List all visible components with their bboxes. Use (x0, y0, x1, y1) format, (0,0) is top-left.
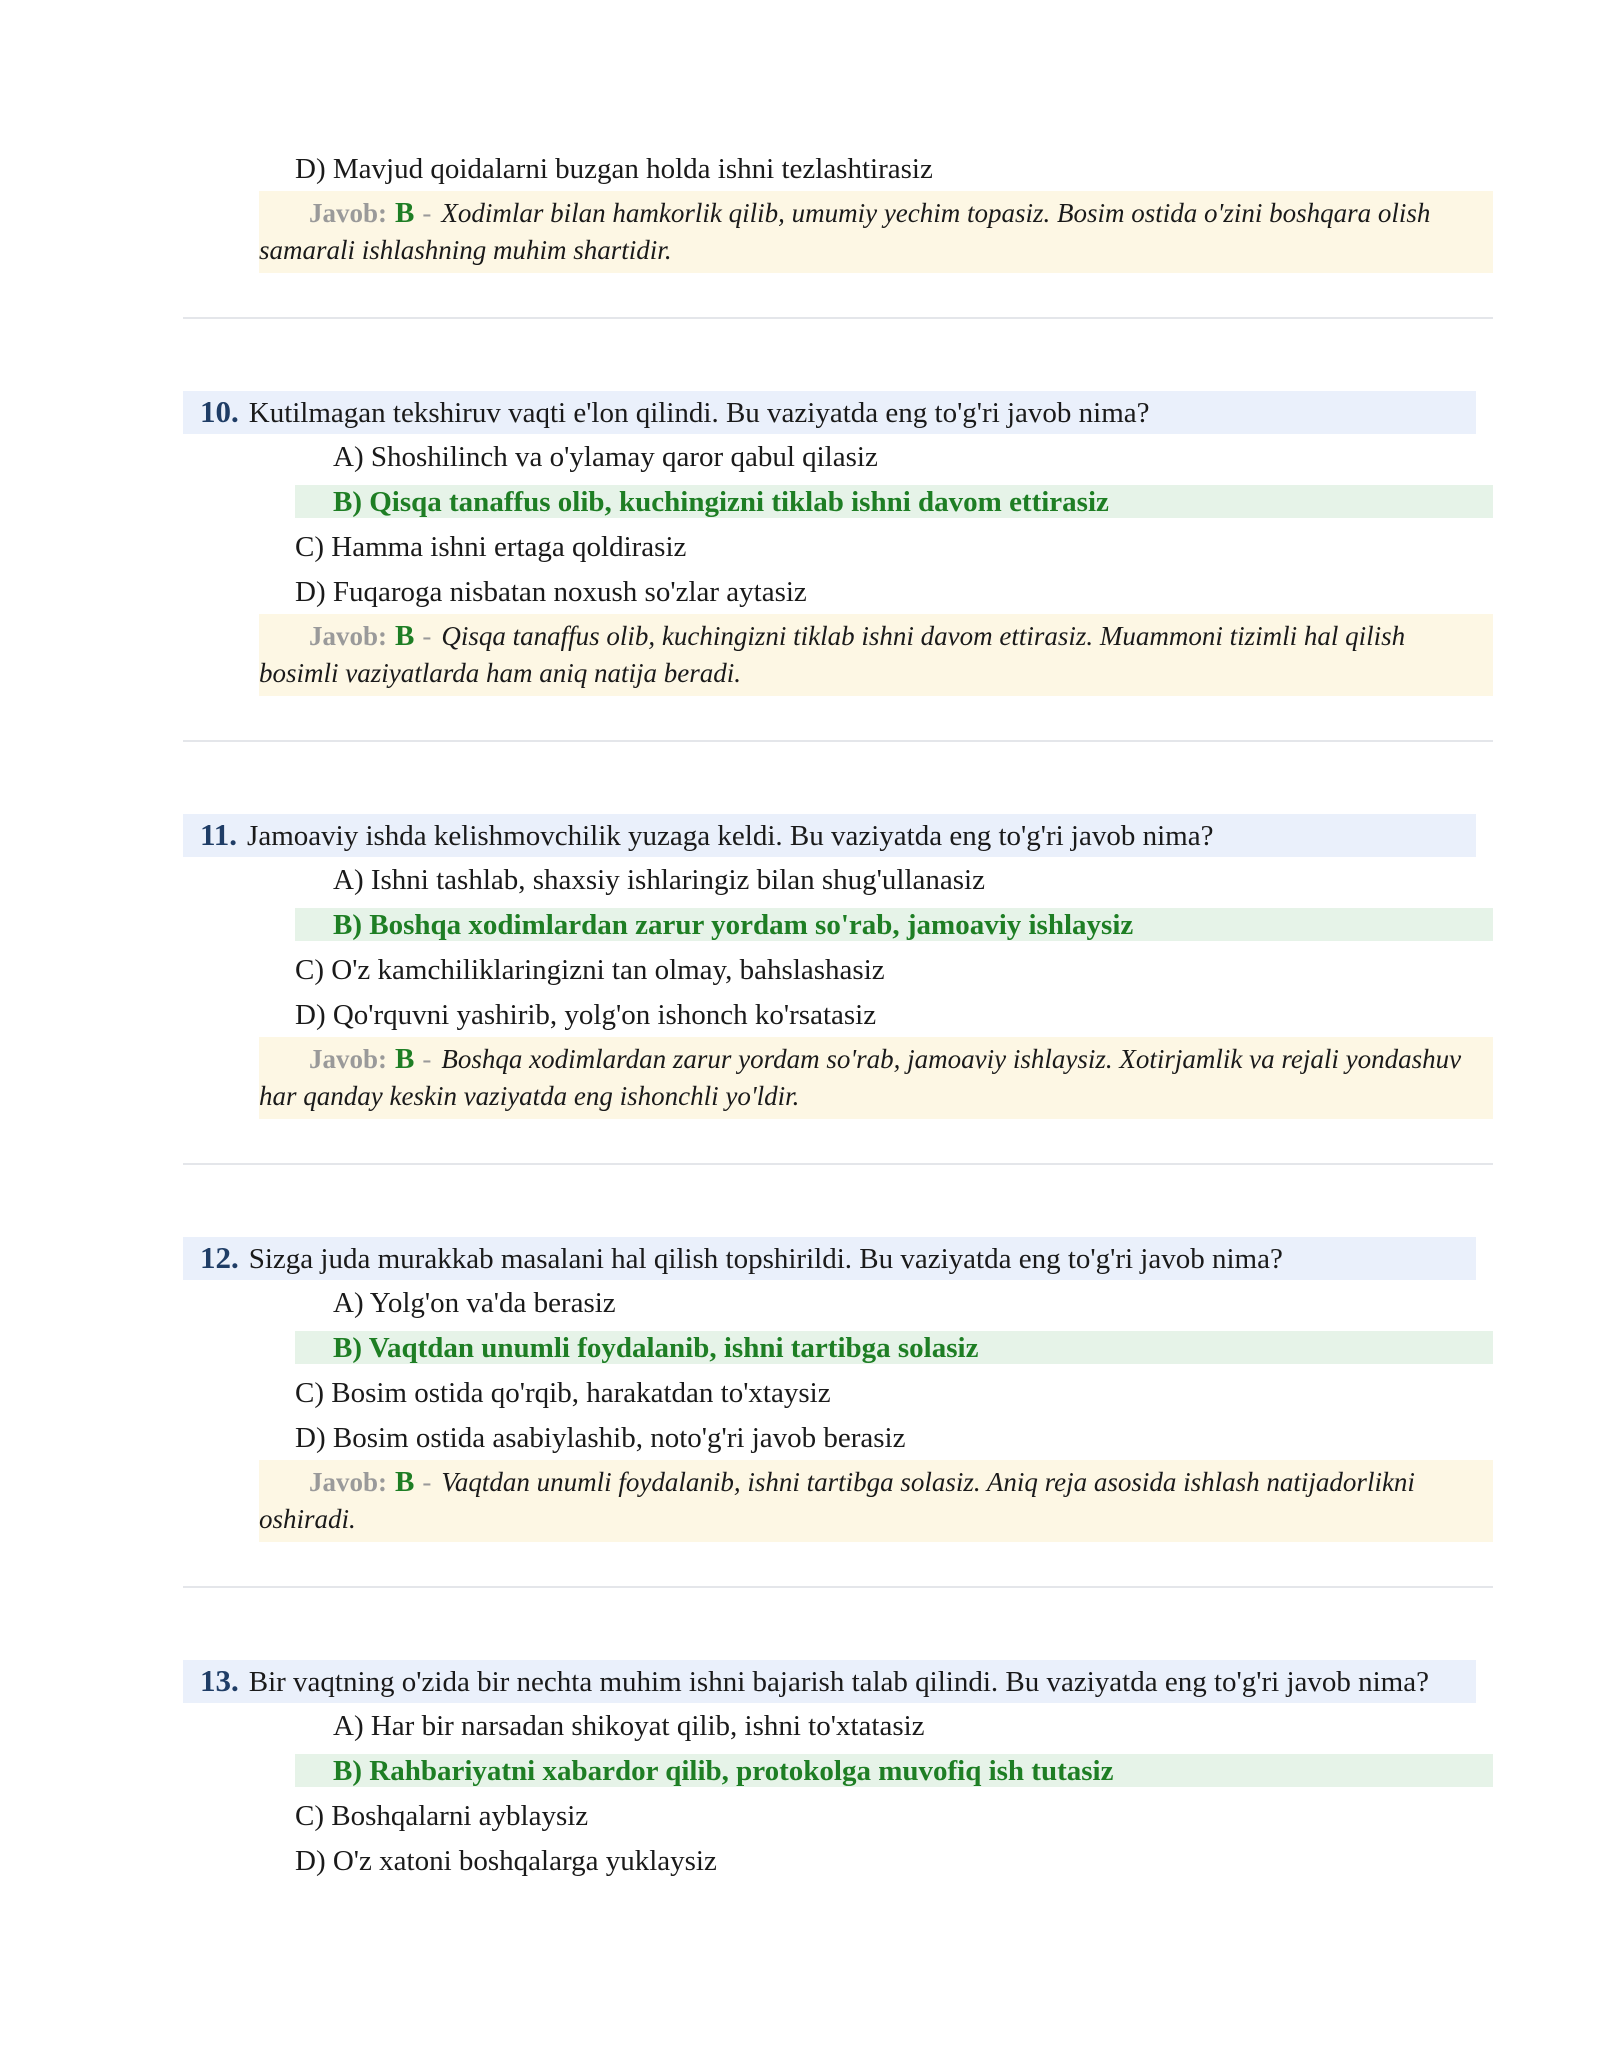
option-c: C) Boshqalarni ayblaysiz (295, 1799, 589, 1832)
question-divider (183, 1586, 1493, 1588)
option-a: A) Har bir narsadan shikoyat qilib, ishni to'xtatasiz (333, 1709, 925, 1742)
answer-letter: B (395, 197, 415, 229)
answer-text: Vaqtdan unumli foydalanib, ishni tartibga solasiz. Aniq reja asosida ishlash natijadorlikni oshiradi. (259, 1467, 1415, 1534)
question-heading (183, 1660, 1476, 1703)
answer-label: Javob: (309, 621, 388, 651)
question-heading (183, 1237, 1476, 1280)
question-text: Kutilmagan tekshiruv vaqti e'lon qilindi. Bu vaziyatda eng to'g'ri javob nima? (248, 397, 1150, 429)
option-c: C) O'z kamchiliklaringizni tan olmay, bahslashasiz (295, 953, 885, 986)
question-text: Sizga juda murakkab masalani hal qilish topshirildi. Bu vaziyatda eng to'g'ri javob nima? (248, 1243, 1283, 1275)
answer-explanation (259, 1460, 1493, 1542)
question-divider (183, 1163, 1493, 1165)
answer-dash: - (422, 1044, 432, 1074)
answer-explanation (259, 191, 1493, 273)
question-divider (183, 740, 1493, 742)
option-a: A) Yolg'on va'da berasiz (333, 1286, 616, 1319)
option-b-correct: B) Boshqa xodimlardan zarur yordam so'rab, jamoaviy ishlaysiz (295, 908, 1493, 941)
option-b-correct: B) Rahbariyatni xabardor qilib, protokolga muvofiq ish tutasiz (295, 1754, 1493, 1787)
answer-label: Javob: (309, 1467, 388, 1497)
answer-dash: - (422, 198, 432, 228)
question-number: 12. (200, 1240, 239, 1275)
option-a: A) Ishni tashlab, shaxsiy ishlaringiz bilan shug'ullanasiz (333, 863, 985, 896)
answer-letter: B (395, 1466, 415, 1498)
option-c: C) Bosim ostida qo'rqib, harakatdan to'xtaysiz (295, 1376, 831, 1409)
option-d: D) O'z xatoni boshqalarga yuklaysiz (295, 1844, 717, 1877)
answer-explanation (259, 614, 1493, 696)
answer-letter: B (395, 620, 415, 652)
option-c: C) Hamma ishni ertaga qoldirasiz (295, 530, 687, 563)
answer-text: Xodimlar bilan hamkorlik qilib, umumiy yechim topasiz. Bosim ostida o'zini boshqara olish samarali ishlashning muhim shartidir. (259, 198, 1431, 265)
quiz-content (183, 146, 1493, 1883)
answer-dash: - (422, 1467, 432, 1497)
question-text: Bir vaqtning o'zida bir nechta muhim ishni bajarish talab qilindi. Bu vaziyatda eng to'g'ri javob nima? (248, 1666, 1429, 1698)
option-d: D) Qo'rquvni yashirib, yolg'on ishonch ko'rsatasiz (295, 998, 877, 1031)
answer-dash: - (422, 621, 432, 651)
answer-explanation (259, 1037, 1493, 1119)
option-b-correct: B) Qisqa tanaffus olib, kuchingizni tiklab ishni davom ettirasiz (295, 485, 1493, 518)
answer-label: Javob: (309, 1044, 388, 1074)
option-a: A) Shoshilinch va o'ylamay qaror qabul qilasiz (333, 440, 878, 473)
option-d: D) Fuqaroga nisbatan noxush so'zlar aytasiz (295, 575, 807, 608)
answer-text: Qisqa tanaffus olib, kuchingizni tiklab ishni davom ettirasiz. Muammoni tizimli hal qilish bosimli vaziyatlarda ham aniq natija beradi. (259, 621, 1406, 688)
answer-text: Boshqa xodimlardan zarur yordam so'rab, jamoaviy ishlaysiz. Xotirjamlik va rejali yondashuv har qanday keskin vaziyatda eng ishonchli yo'ldir. (259, 1044, 1462, 1111)
answer-letter: B (395, 1043, 415, 1075)
answer-label: Javob: (309, 198, 388, 228)
option-b-correct: B) Vaqtdan unumli foydalanib, ishni tartibga solasiz (295, 1331, 1493, 1364)
question-number: 11. (200, 817, 238, 852)
question-divider (183, 317, 1493, 319)
option-d: D) Mavjud qoidalarni buzgan holda ishni tezlashtirasiz (295, 152, 933, 185)
question-number: 10. (200, 394, 239, 429)
question-number: 13. (200, 1663, 239, 1698)
option-d: D) Bosim ostida asabiylashib, noto'g'ri javob berasiz (295, 1421, 906, 1454)
question-heading (183, 391, 1476, 434)
question-heading (183, 814, 1476, 857)
question-text: Jamoaviy ishda kelishmovchilik yuzaga keldi. Bu vaziyatda eng to'g'ri javob nima? (247, 820, 1214, 852)
